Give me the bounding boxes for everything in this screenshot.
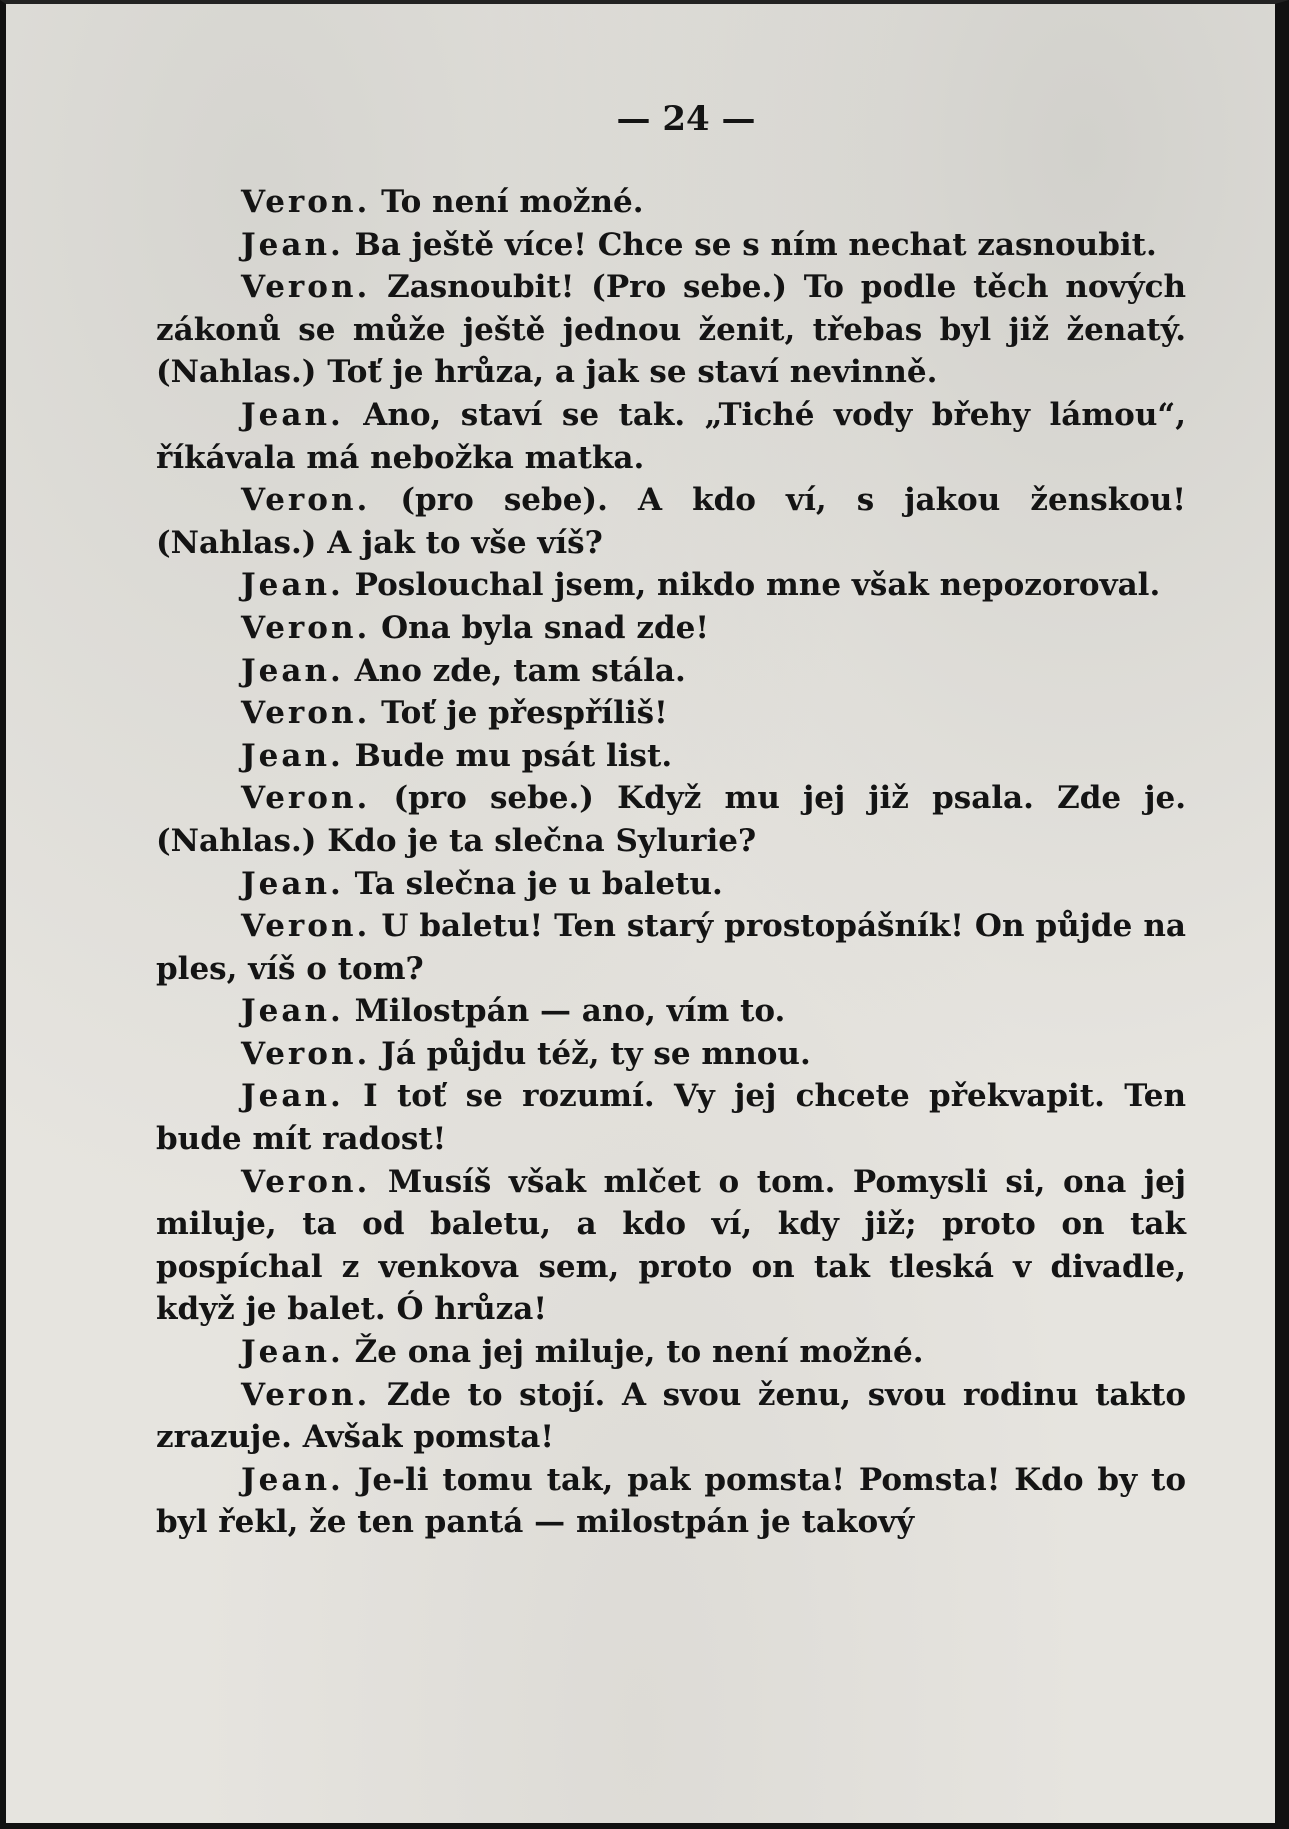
speech-text: (pro sebe.) Když mu jej již psala. Zde je. (Nahlas.) Kdo je ta slečna Sylurie?	[156, 780, 1186, 859]
speaker-name: Veron.	[241, 1035, 371, 1072]
dialogue-paragraph	[156, 777, 1186, 862]
speech-text: Zasnoubit! (Pro sebe.) To podle těch nových zákonů se může ještě jednou ženit, třebas byl již ženatý. (Nahlas.) Toť je hrůza, a jak se staví nevinně.	[156, 269, 1186, 391]
speech-text: Poslouchal jsem, nikdo mne však nepozoroval.	[354, 567, 1161, 604]
speaker-name: Jean.	[241, 1334, 344, 1371]
dialogue-paragraph	[156, 479, 1186, 564]
dialogue-paragraph	[156, 181, 1186, 224]
speech-text: Ba ještě více! Chce se s ním nechat zasnoubit.	[354, 226, 1157, 263]
speaker-name: Veron.	[241, 695, 371, 732]
speaker-name: Veron.	[241, 609, 371, 646]
dialogue-paragraph	[156, 607, 1186, 650]
speech-text: I toť se rozumí. Vy jej chcete překvapit. Ten bude mít radost!	[156, 1078, 1186, 1158]
speech-text: U baletu! Ten starý prostopášník! On půjde na ples, víš o tom?	[156, 908, 1186, 987]
dialogue-paragraph	[156, 266, 1186, 394]
speaker-name: Jean.	[241, 865, 344, 902]
dialogue-paragraph	[156, 1331, 1186, 1374]
speaker-name: Jean.	[241, 737, 344, 774]
speaker-name: Jean.	[241, 1461, 344, 1498]
speaker-name: Veron.	[241, 780, 371, 817]
speaker-name: Jean.	[241, 226, 344, 263]
dialogue-paragraph	[156, 564, 1186, 607]
dialogue-paragraph	[156, 1374, 1186, 1459]
dialogue-paragraph	[156, 224, 1186, 267]
dialogue-paragraph	[156, 1033, 1186, 1076]
speaker-name: Jean.	[241, 567, 344, 604]
speech-text: (pro sebe). A kdo ví, s jakou ženskou! (Nahlas.) A jak to vše víš?	[156, 482, 1186, 561]
speaker-name: Veron.	[241, 184, 371, 220]
dialogue-paragraph	[156, 990, 1186, 1033]
page-number: — 24 —	[616, 99, 756, 139]
dialogue-paragraph	[156, 905, 1186, 990]
speaker-name: Veron.	[241, 1163, 371, 1200]
speech-text: Ano, staví se tak. „Tiché vody břehy lámou“, říkávala má nebožka matka.	[156, 396, 1187, 476]
dialogue-paragraph	[156, 1161, 1186, 1331]
speaker-name: Jean.	[241, 1078, 344, 1115]
speech-text: Ta slečna je u baletu.	[354, 865, 723, 902]
speech-text: Že ona jej miluje, to není možné.	[354, 1334, 924, 1371]
dialogue-paragraph	[156, 1459, 1186, 1544]
dialogue-paragraph	[156, 394, 1186, 479]
speech-text: Zde to stojí. A svou ženu, svou rodinu takto zrazuje. Avšak pomsta!	[156, 1376, 1186, 1456]
dialogue-paragraph	[156, 863, 1186, 906]
speaker-name: Veron.	[241, 908, 371, 945]
speaker-name: Veron.	[241, 1376, 371, 1413]
speech-text: Ona byla snad zde!	[381, 609, 709, 646]
text-block	[156, 89, 1186, 1544]
speaker-name: Veron.	[241, 269, 371, 306]
speech-text: Milostpán — ano, vím to.	[354, 993, 786, 1030]
dialogue-paragraph	[156, 692, 1186, 735]
dialogue-paragraph	[156, 735, 1186, 778]
speaker-name: Jean.	[241, 993, 344, 1030]
speech-text: Je-li tomu tak, pak pomsta! Pomsta! Kdo by to byl řekl, že ten pantá — milostpán je takový	[156, 1461, 1186, 1541]
speech-text: To není možné.	[381, 184, 644, 220]
speaker-name: Jean.	[241, 396, 344, 433]
speech-text: Ano zde, tam stála.	[354, 652, 686, 689]
speaker-name: Veron.	[241, 482, 371, 519]
speaker-name: Jean.	[241, 652, 344, 689]
dialogue-paragraph	[156, 1075, 1186, 1160]
speech-text: Bude mu psát list.	[354, 737, 673, 774]
speech-text: Já půjdu též, ty se mnou.	[381, 1035, 811, 1072]
dialogue-paragraph	[156, 650, 1186, 693]
speech-text: Toť je přespříliš!	[381, 695, 668, 732]
speech-text: Musíš však mlčet o tom. Pomysli si, ona jej miluje, ta od baletu, a kdo ví, kdy již; proto on tak pospíchal z venkova sem, proto on tak tleská v divadle, když je balet. Ó hrůza!	[156, 1163, 1187, 1328]
